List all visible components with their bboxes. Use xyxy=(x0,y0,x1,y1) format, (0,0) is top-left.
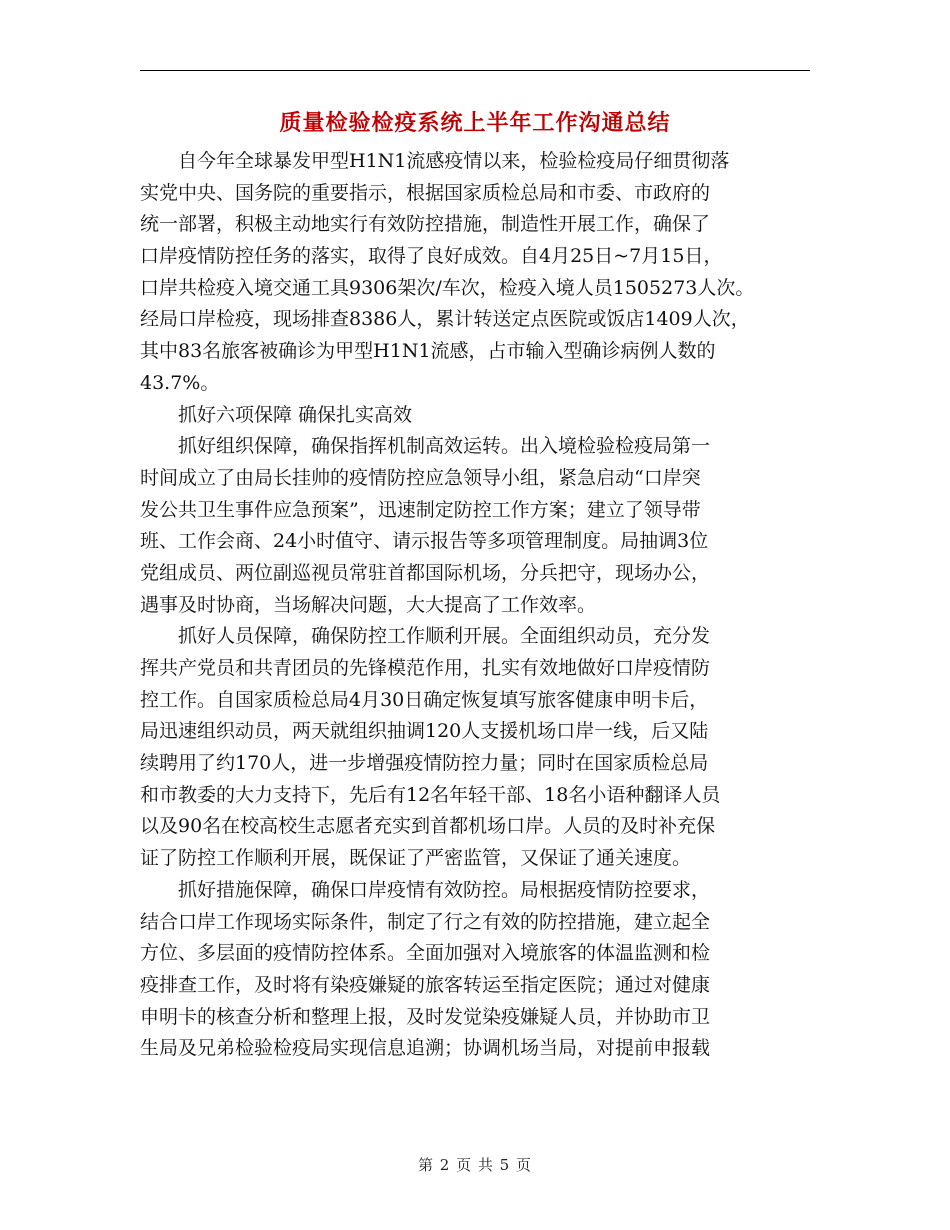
text-line: 续聘用了约170人，进一步增强疫情防控力量；同时在国家质检总局 xyxy=(140,752,709,775)
text-line: 挥共产党员和共青团员的先锋模范作用，扎实有效地做好口岸疫情防 xyxy=(140,657,711,679)
text-line: 抓好措施保障，确保口岸疫情有效防控。局根据疫情防控要求， xyxy=(140,878,711,901)
document-title: 质量检验检疫系统上半年工作沟通总结 xyxy=(279,111,671,136)
text-line: 方位、多层面的疫情防控体系。全面加强对入境旅客的体温监测和检 xyxy=(140,942,711,965)
text-line: 和市教委的大力支持下，先后有12名年轻干部、18名小语种翻译人员 xyxy=(140,783,721,806)
text-line: 证了防控工作顺利开展，既保证了严密监管，又保证了通关速度。 xyxy=(140,847,692,870)
text-line: 局迅速组织动员，两天就组织抽调120人支援机场口岸一线，后又陆 xyxy=(140,720,709,743)
text-line: 班、工作会商、24小时值守、请示报告等多项管理制度。局抽调3位 xyxy=(140,530,709,553)
text-line: 抓好组织保障，确保指挥机制高效运转。出入境检验检疫局第一 xyxy=(140,435,711,458)
text-line: 抓好人员保障，确保防控工作顺利开展。全面组织动员，充分发 xyxy=(140,625,711,648)
text-line: 统一部署，积极主动地实行有效防控措施，制造性开展工作，确保了 xyxy=(140,213,711,236)
text-line: 43.7%。 xyxy=(140,371,220,394)
document-body xyxy=(140,146,816,1065)
header-rule xyxy=(140,70,810,71)
text-line: 控工作。自国家质检总局4月30日确定恢复填写旅客健康申明卡后， xyxy=(140,688,709,711)
text-line: 申明卡的核查分析和整理上报，及时发觉染疫嫌疑人员，并协助市卫 xyxy=(140,1005,711,1028)
text-line: 遇事及时协商，当场解决问题，大大提高了工作效率。 xyxy=(140,593,597,616)
text-line: 其中83名旅客被确诊为甲型H1N1流感，占市输入型确诊病例人数的 xyxy=(140,340,716,363)
text-line: 实党中央、国务院的重要指示，根据国家质检总局和市委、市政府的 xyxy=(140,181,711,204)
text-line: 疫排查工作，及时将有染疫嫌疑的旅客转运至指定医院；通过对健康 xyxy=(140,973,711,996)
text-line: 生局及兄弟检验检疫局实现信息追溯；协调机场当局，对提前申报载 xyxy=(140,1037,711,1060)
page-number: 第 2 页 共 5 页 xyxy=(418,1156,532,1174)
text-line: 经局口岸检疫，现场排查8386人，累计转送定点医院或饭店1409人次， xyxy=(140,308,750,331)
text-line: 结合口岸工作现场实际条件，制定了行之有效的防控措施，建立起全 xyxy=(140,910,711,933)
text-line: 以及90名在校高校生志愿者充实到首都机场口岸。人员的及时补充保 xyxy=(140,815,716,838)
text-line: 党组成员、两位副巡视员常驻首都国际机场，分兵把守，现场办公， xyxy=(140,561,711,584)
text-line: 口岸共检疫入境交通工具9306架次/车次，检疫入境人员1505273人次。 xyxy=(140,276,755,299)
text-line: 发公共卫生事件应急预案”，迅速制定防控工作方案；建立了领导带 xyxy=(140,498,701,521)
text-line: 口岸疫情防控任务的落实，取得了良好成效。自4月25日~7月15日， xyxy=(140,245,723,268)
text-line: 自今年全球暴发甲型H1N1流感疫情以来，检验检疫局仔细贯彻落 xyxy=(140,150,730,172)
text-line: 时间成立了由局长挂帅的疫情防控应急领导小组，紧急启动“口岸突 xyxy=(140,466,701,489)
section-heading: 抓好六项保障 确保扎实高效 xyxy=(140,403,413,426)
